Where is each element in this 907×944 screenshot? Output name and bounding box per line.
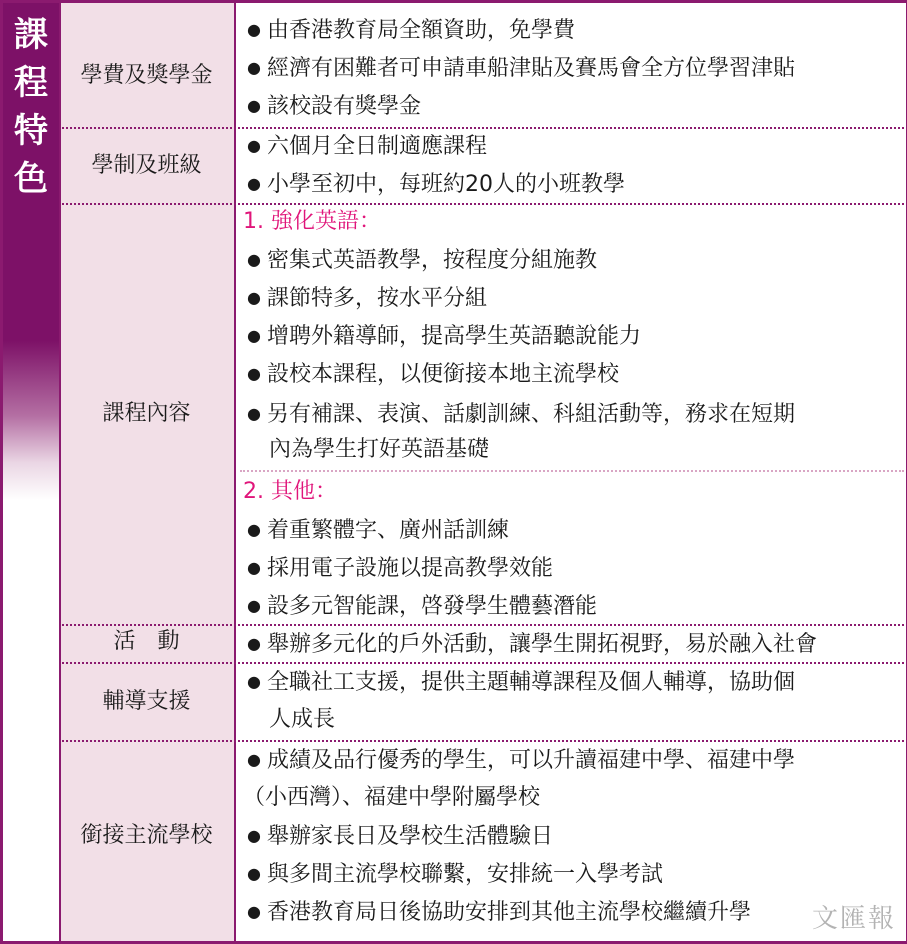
section-label: 課程內容 — [102, 401, 191, 426]
list-item: ● 舉辦多元化的戶外活動，讓學生開拓視野，易於融入社會 — [247, 632, 817, 657]
bullet-icon: ● — [247, 288, 261, 307]
section-label: 學制及班級 — [91, 153, 202, 178]
bullet-icon: ● — [247, 634, 261, 653]
list-item: ● 設多元智能課，啓發學生體藝潛能 — [247, 594, 597, 619]
list-item-continuation: 人成長 — [269, 707, 336, 732]
bullet-icon: ● — [247, 826, 261, 845]
list-item: ● 密集式英語教學，按程度分組施教 — [247, 248, 597, 273]
bullet-icon: ● — [247, 58, 261, 77]
bullet-icon: ● — [247, 864, 261, 883]
bullet-icon: ● — [247, 364, 261, 383]
list-item-continuation: （小西灣）、福建中學附屬學校 — [243, 785, 541, 810]
list-item: ● 成績及品行優秀的學生，可以升讀福建中學、福建中學 — [247, 748, 795, 773]
row-divider — [59, 662, 904, 664]
list-item: ● 增聘外籍導師，提高學生英語聽說能力 — [247, 324, 641, 349]
bullet-icon: ● — [247, 250, 261, 269]
subheading: 2. 其他： — [243, 479, 337, 504]
list-item: ● 經濟有困難者可申請車船津貼及賽馬會全方位學習津貼 — [247, 56, 795, 81]
bullet-icon: ● — [247, 326, 261, 345]
title-char: 課 — [14, 15, 48, 55]
section-label: 活 動 — [113, 629, 180, 654]
watermark-logo: 文匯報 — [811, 904, 896, 934]
section-label: 學費及獎學金 — [80, 63, 213, 88]
title-char: 程 — [14, 63, 48, 103]
bullet-icon: ● — [247, 672, 261, 691]
bullet-icon: ● — [247, 750, 261, 769]
label-column — [59, 3, 236, 941]
bullet-icon: ● — [247, 520, 261, 539]
bullet-icon: ● — [247, 136, 261, 155]
bullet-icon: ● — [247, 404, 261, 423]
list-item: ● 小學至初中，每班約20人的小班教學 — [247, 172, 625, 197]
list-item: ● 香港教育局日後協助安排到其他主流學校繼續升學 — [247, 900, 751, 925]
list-item: ● 設校本課程，以便銜接本地主流學校 — [247, 362, 619, 387]
row-divider — [59, 127, 904, 129]
subheading: 1. 強化英語： — [243, 209, 381, 234]
title-sidebar — [3, 3, 59, 941]
section-label: 銜接主流學校 — [80, 823, 213, 848]
list-item: ● 全職社工支援，提供主題輔導課程及個人輔導，協助個 — [247, 670, 795, 695]
bullet-icon: ● — [247, 174, 261, 193]
list-item: ● 採用電子設施以提高教學效能 — [247, 556, 553, 581]
list-item: ● 由香港教育局全額資助，免學費 — [247, 18, 575, 43]
row-divider — [59, 740, 904, 742]
list-item: ● 與多間主流學校聯繫，安排統一入學考試 — [247, 862, 663, 887]
row-divider — [59, 203, 904, 205]
bullet-icon: ● — [247, 596, 261, 615]
list-item: ● 着重繁體字、廣州話訓練 — [247, 518, 509, 543]
bullet-icon: ● — [247, 96, 261, 115]
subsection-divider — [240, 470, 904, 472]
list-item: ● 舉辦家長日及學校生活體驗日 — [247, 824, 553, 849]
list-item-continuation: 內為學生打好英語基礎 — [269, 437, 490, 462]
list-item: ● 六個月全日制適應課程 — [247, 134, 487, 159]
row-divider — [59, 624, 904, 626]
bullet-icon: ● — [247, 558, 261, 577]
bullet-icon: ● — [247, 902, 261, 921]
list-item: ● 該校設有獎學金 — [247, 94, 421, 119]
bullet-icon: ● — [247, 20, 261, 39]
list-item: ● 另有補課、表演、話劇訓練、科組活動等，務求在短期 — [247, 402, 795, 427]
title-char: 特 — [14, 111, 48, 151]
list-item: ● 課節特多，按水平分組 — [247, 286, 487, 311]
title-char: 色 — [14, 159, 48, 199]
section-label: 輔導支援 — [102, 689, 191, 714]
